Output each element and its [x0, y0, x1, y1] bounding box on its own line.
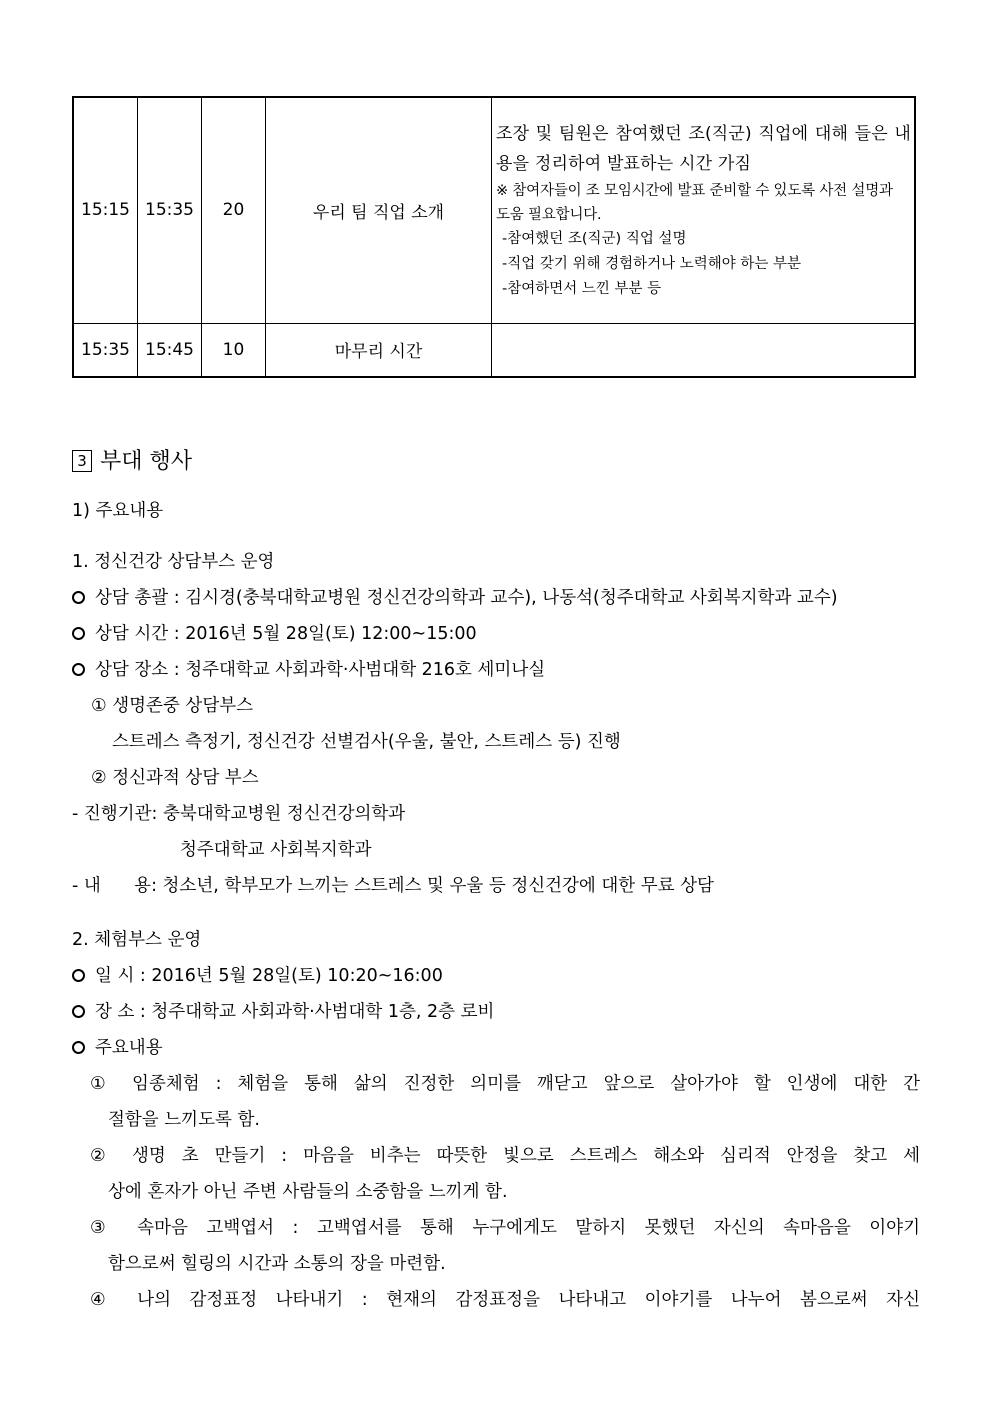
organizer-line: - 진행기관: 충북대학교병원 정신건강의학과: [72, 804, 406, 824]
experience-item-cont: 절함을 느끼도록 함.: [108, 1110, 260, 1130]
list-item: 장 소 : 청주대학교 사회과학·사범대학 1층, 2층 로비: [72, 1000, 494, 1024]
circle-bullet-icon: [72, 591, 85, 604]
duration: 20: [202, 97, 266, 323]
list-item: 주요내용: [72, 1036, 163, 1060]
description-item: -참여했던 조(직군) 직업 설명: [502, 230, 687, 247]
description-main: 조장 및 팀원은 참여했던 조(직군) 직업에 대해 들은 내용을 정리하여 발표하는 시간 가짐: [496, 123, 911, 174]
section-subtitle: 1) 주요내용: [72, 501, 164, 521]
circle-bullet-icon: [72, 1041, 85, 1054]
program-title: 마무리 시간: [266, 323, 492, 377]
organizer-line: 청주대학교 사회복지학과: [180, 840, 372, 860]
experience-item-cont: 함으로써 힐링의 시간과 소통의 장을 마련함.: [108, 1254, 446, 1274]
circle-bullet-icon: [72, 1005, 85, 1018]
circle-bullet-icon: [72, 663, 85, 676]
program-description: [492, 97, 916, 323]
end-time: 15:35: [138, 97, 202, 323]
description-note: ※ 참여자들이 조 모임시간에 발표 준비할 수 있도록 사전 설명과 도움 필요합니다.: [496, 182, 893, 223]
part2-heading: 2. 체험부스 운영: [72, 930, 202, 950]
end-time: 15:45: [138, 323, 202, 377]
booth-item: ① 생명존중 상담부스: [91, 696, 254, 716]
booth-item: ② 정신과적 상담 부스: [91, 768, 259, 788]
experience-item: ② 생명 초 만들기 : 마음을 비추는 따뜻한 빛으로 스트레스 해소와 심리적 안정을 찾고 세: [90, 1146, 920, 1166]
list-item: 상담 총괄 : 김시경(충북대학교병원 정신건강의학과 교수), 나동석(청주대학교 사회복지학과 교수): [72, 586, 838, 610]
list-item: 일 시 : 2016년 5월 28일(토) 10:20~16:00: [72, 964, 443, 988]
section-heading: [72, 450, 192, 474]
schedule-table: [72, 96, 916, 378]
program-title: 우리 팀 직업 소개: [266, 97, 492, 323]
booth-description: 스트레스 측정기, 정신건강 선별검사(우울, 불안, 스트레스 등) 진행: [112, 732, 621, 752]
experience-item: ① 임종체험 : 체험을 통해 삶의 진정한 의미를 깨닫고 앞으로 살아가야 할 인생에 대한 간: [90, 1074, 920, 1094]
experience-item: ④ 나의 감정표정 나타내기 : 현재의 감정표정을 나타내고 이야기를 나누어 봄으로써 자신: [90, 1290, 920, 1310]
start-time: 15:35: [73, 323, 138, 377]
experience-item: ③ 속마음 고백엽서 : 고백엽서를 통해 누구에게도 말하지 못했던 자신의 속마음을 이야기: [90, 1218, 920, 1238]
list-item: 상담 시간 : 2016년 5월 28일(토) 12:00~15:00: [72, 622, 477, 646]
start-time: 15:15: [73, 97, 138, 323]
part1-heading: 1. 정신건강 상담부스 운영: [72, 552, 275, 572]
list-item: 상담 장소 : 청주대학교 사회과학·사범대학 216호 세미나실: [72, 658, 545, 682]
duration: 10: [202, 323, 266, 377]
circle-bullet-icon: [72, 969, 85, 982]
content-line: - 내 용: 청소년, 학부모가 느끼는 스트레스 및 우울 등 정신건강에 대한 무료 상담: [72, 876, 714, 896]
section-number: 3: [72, 450, 92, 472]
experience-item-cont: 상에 혼자가 아닌 주변 사람들의 소중함을 느끼게 함.: [108, 1182, 508, 1202]
description-item: -직업 갖기 위해 경험하거나 노력해야 하는 부분: [502, 255, 802, 272]
program-description: [492, 323, 916, 377]
section-title: 부대 행사: [100, 449, 193, 474]
circle-bullet-icon: [72, 627, 85, 640]
description-item: -참여하면서 느낀 부분 등: [502, 280, 662, 297]
table-row: [73, 97, 915, 323]
table-row: [73, 323, 915, 377]
